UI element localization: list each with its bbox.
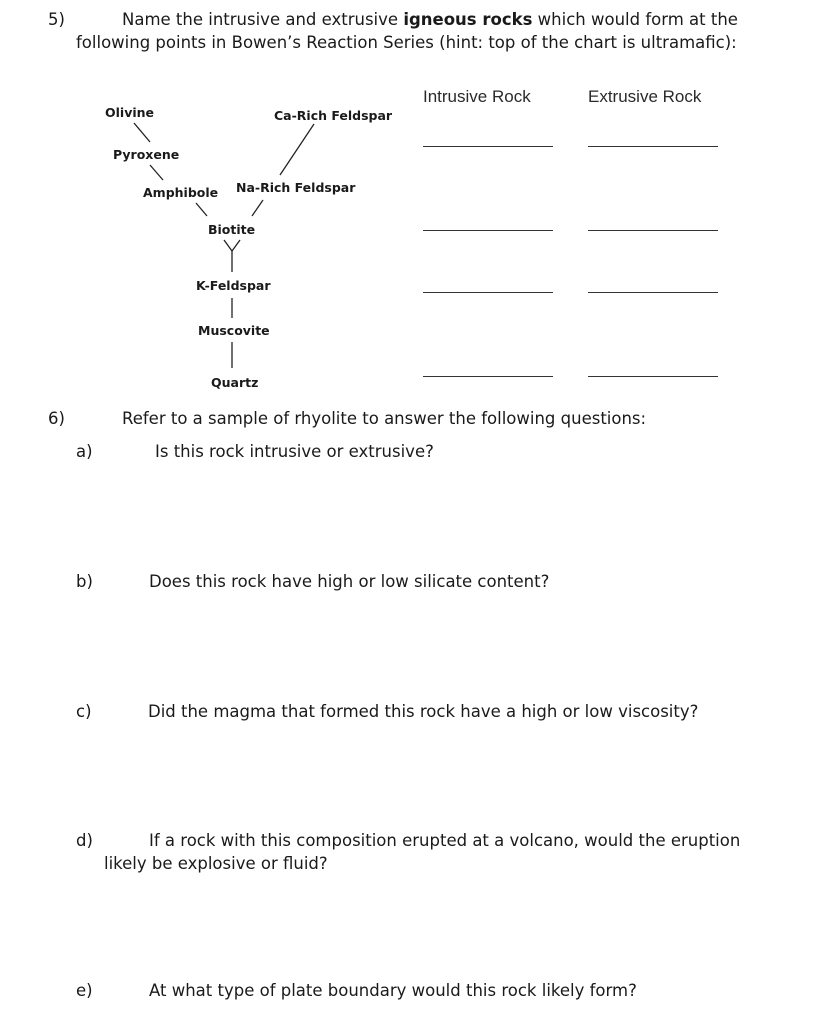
q6c-label: c) <box>76 702 92 721</box>
q6e-label: e) <box>76 981 93 1000</box>
q6a-text: Is this rock intrusive or extrusive? <box>155 442 434 461</box>
q5-number: 5) <box>48 10 65 29</box>
label-olivine: Olivine <box>105 105 155 120</box>
q6c-text: Did the magma that formed this rock have a high or low viscosity? <box>148 702 699 721</box>
connector-ca-na <box>280 124 314 175</box>
q5-line2: following points in Bowen’s Reaction Series (hint: top of the chart is ultramafic): <box>76 33 737 52</box>
q6d-label: d) <box>76 831 93 850</box>
connector-pyroxene-amphibole <box>150 165 163 180</box>
q6d-text-line1: If a rock with this composition erupted at a volcano, would the eruption <box>149 831 741 850</box>
q6d-text-line2: likely be explosive or fluid? <box>104 854 328 873</box>
q6-intro: Refer to a sample of rhyolite to answer the following questions: <box>122 409 647 428</box>
col-extrusive-heading: Extrusive Rock <box>588 87 702 106</box>
label-ca-rich-feldspar: Ca-Rich Feldspar <box>274 108 393 123</box>
label-pyroxene: Pyroxene <box>113 147 180 162</box>
q6b-label: b) <box>76 572 93 591</box>
q6a-label: a) <box>76 442 93 461</box>
connector-biotite-y-right <box>232 240 240 251</box>
q5-line1-pre: Name the intrusive and extrusive <box>122 10 404 29</box>
label-k-feldspar: K-Feldspar <box>196 278 271 293</box>
label-quartz: Quartz <box>211 375 259 390</box>
col-intrusive-heading: Intrusive Rock <box>423 87 531 106</box>
connector-na-biotite <box>252 200 263 216</box>
connector-biotite-y-left <box>224 240 232 251</box>
q5-line1-bold: igneous rocks <box>403 10 533 29</box>
q6-number: 6) <box>48 409 65 428</box>
label-na-rich-feldspar: Na-Rich Feldspar <box>236 180 356 195</box>
connector-amphibole-biotite <box>196 203 207 216</box>
label-amphibole: Amphibole <box>143 185 219 200</box>
label-biotite: Biotite <box>208 222 256 237</box>
label-muscovite: Muscovite <box>198 323 270 338</box>
q5-line1-post: which would form at the <box>532 10 738 29</box>
q6e-text: At what type of plate boundary would this rock likely form? <box>149 981 637 1000</box>
connector-olivine-pyroxene <box>134 123 150 142</box>
q6b-text: Does this rock have high or low silicate content? <box>149 572 550 591</box>
